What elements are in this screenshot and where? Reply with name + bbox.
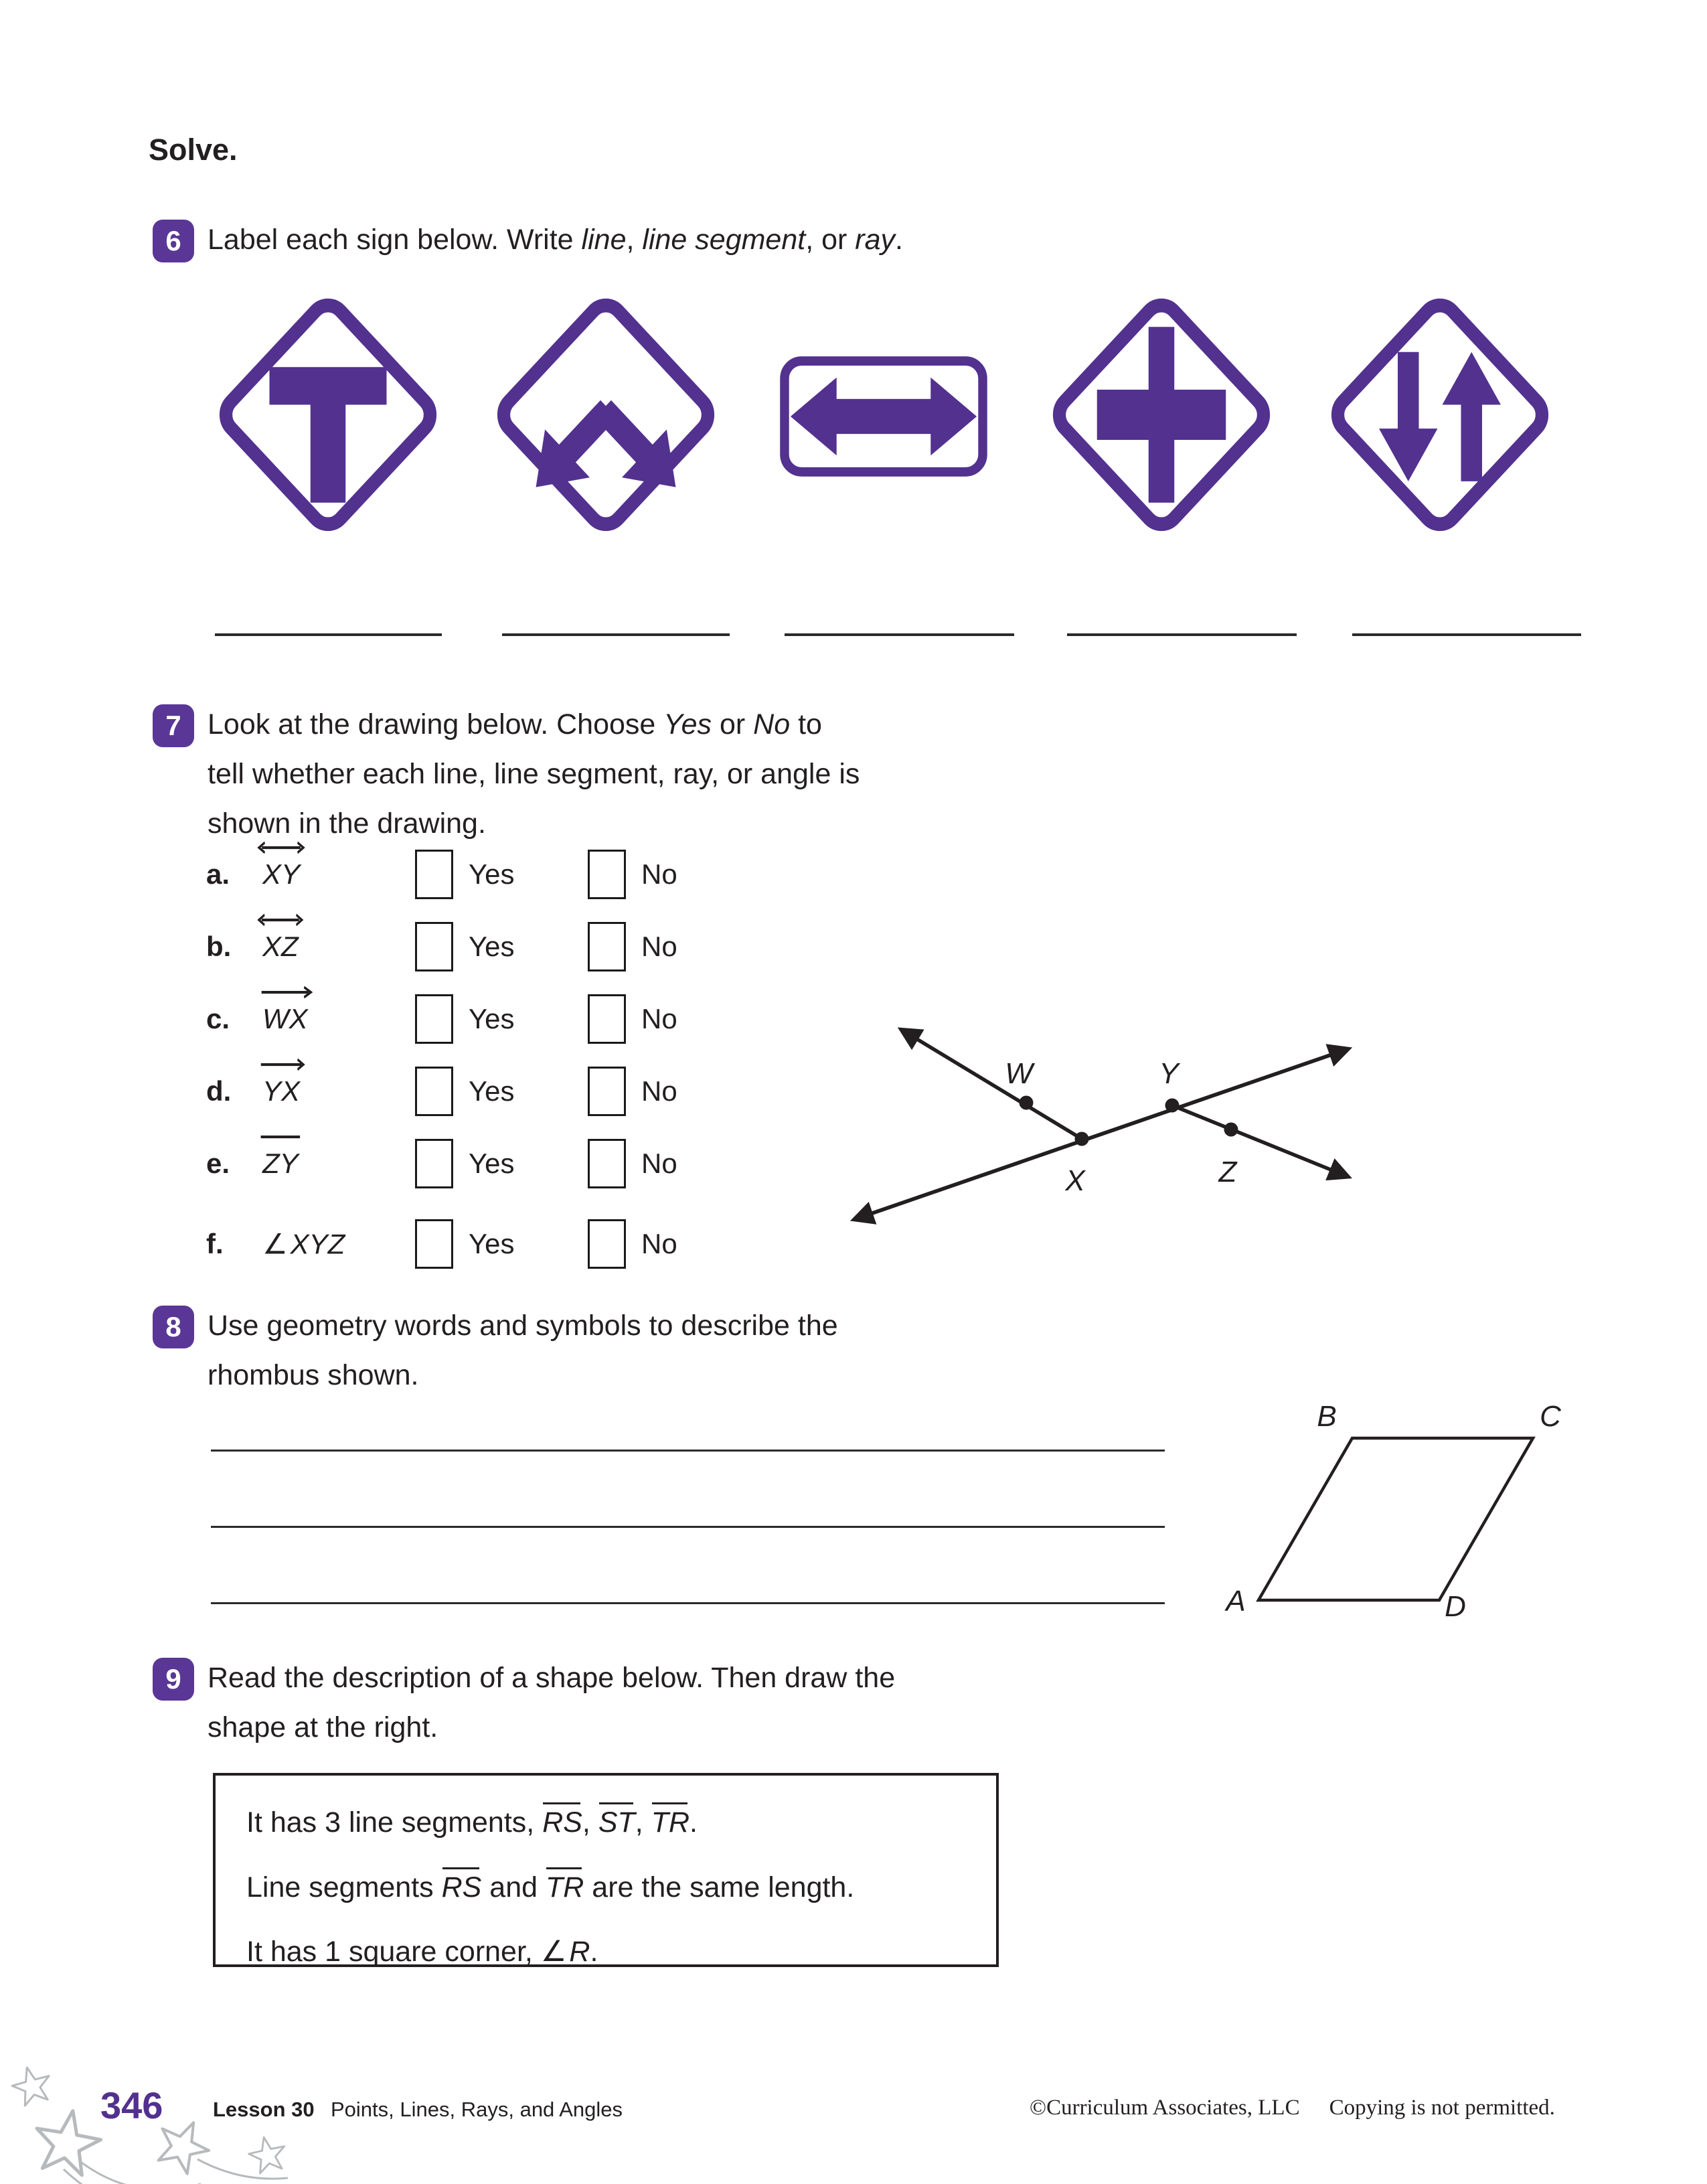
no-checkbox[interactable] [588, 994, 626, 1044]
item-letter: d. [206, 1075, 232, 1107]
q8-answer-line-1[interactable] [211, 1450, 1165, 1452]
label-d: D [1445, 1590, 1466, 1623]
copyright-text: ©Curriculum Associates, LLC [1030, 2096, 1300, 2120]
yes-label: Yes [469, 1228, 515, 1259]
item-notation-ray: WX [262, 1003, 308, 1035]
item-notation-line: XZ [262, 931, 299, 963]
q9-prompt-line-2: shape at the right. [208, 1711, 438, 1743]
q9-box-line-3: It has 1 square corner, ∠R. [246, 1935, 598, 1968]
q7-figure [837, 978, 1366, 1232]
no-checkbox[interactable] [588, 1067, 626, 1116]
yes-checkbox[interactable] [415, 850, 453, 899]
q7-prompt-line-3: shown in the drawing. [208, 807, 486, 840]
footer-lesson-title: Points, Lines, Rays, and Angles [331, 2098, 623, 2121]
q7-item-e [0, 1136, 736, 1192]
no-label: No [641, 1228, 677, 1259]
q9-prompt-line-1: Read the description of a shape below. Then draw the [208, 1662, 896, 1694]
q9-description-box [213, 1773, 999, 1967]
q8-answer-line-3[interactable] [211, 1602, 1165, 1604]
q7-item-c [0, 991, 736, 1047]
point-z [1224, 1123, 1238, 1137]
q7-item-d [0, 1063, 736, 1119]
yes-label: Yes [469, 858, 515, 890]
q7-item-b [0, 919, 736, 975]
q7-prompt-line-1: Look at the drawing below. Choose Yes or No to [208, 708, 822, 740]
page-number: 346 [100, 2084, 163, 2126]
label-a: A [1226, 1585, 1246, 1618]
no-label: No [641, 1075, 677, 1107]
item-notation-line: XY [262, 858, 300, 890]
q7-item-f [0, 1216, 736, 1272]
label-z: Z [1218, 1156, 1237, 1188]
no-checkbox[interactable] [588, 1139, 626, 1188]
q8-number-badge: 8 [153, 1306, 194, 1348]
q9-box-line-1: It has 3 line segments, RS, ST, TR. [246, 1806, 698, 1839]
q7-prompt-line-2: tell whether each line, line segment, ray, or angle is [208, 758, 860, 790]
no-label: No [641, 858, 677, 890]
yes-label: Yes [469, 1003, 515, 1034]
item-letter: a. [206, 858, 230, 890]
q6-prompt: Label each sign below. Write line, line segment, or ray. [208, 224, 903, 256]
q9-box-line-2: Line segments RS and TR are the same length. [246, 1871, 855, 1903]
item-letter: e. [206, 1148, 230, 1179]
no-label: No [641, 1148, 677, 1179]
no-label: No [641, 1003, 677, 1034]
item-letter: c. [206, 1003, 230, 1034]
label-c: C [1540, 1400, 1561, 1433]
solve-heading: Solve. [149, 133, 238, 167]
q8-answer-line-2[interactable] [211, 1526, 1165, 1528]
copying-text: Copying is not permitted. [1329, 2096, 1555, 2120]
yes-checkbox[interactable] [415, 1139, 453, 1188]
no-checkbox[interactable] [588, 1219, 626, 1269]
footer-copyright [1030, 2096, 1555, 2120]
q8-rhombus-figure [1205, 1393, 1580, 1634]
q8-prompt-line-2: rhombus shown. [208, 1359, 419, 1391]
q6-number-badge: 6 [153, 220, 194, 262]
point-w [1020, 1096, 1034, 1110]
q8-prompt-line-1: Use geometry words and symbols to describe the [208, 1310, 838, 1342]
label-x: X [1065, 1164, 1085, 1197]
no-checkbox[interactable] [588, 922, 626, 971]
point-y [1165, 1099, 1180, 1113]
no-label: No [641, 931, 677, 962]
label-y: Y [1159, 1057, 1179, 1090]
yes-checkbox[interactable] [415, 922, 453, 971]
yes-checkbox[interactable] [415, 1067, 453, 1116]
yes-checkbox[interactable] [415, 1219, 453, 1269]
item-notation-segment: ZY [262, 1148, 299, 1179]
footer-lesson-label: Lesson 30 [213, 2098, 315, 2121]
yes-checkbox[interactable] [415, 994, 453, 1044]
item-notation-ray: YX [262, 1075, 300, 1107]
q7-item-a [0, 846, 736, 903]
label-w: W [1005, 1057, 1033, 1090]
no-checkbox[interactable] [588, 850, 626, 899]
yes-label: Yes [469, 1075, 515, 1107]
q7-number-badge: 7 [153, 704, 194, 747]
item-letter: b. [206, 931, 232, 962]
label-b: B [1317, 1400, 1337, 1433]
q9-number-badge: 9 [153, 1658, 194, 1701]
item-letter: f. [206, 1228, 224, 1259]
yes-label: Yes [469, 1148, 515, 1179]
point-x [1075, 1132, 1089, 1146]
yes-label: Yes [469, 931, 515, 962]
item-notation-angle: ∠XYZ [262, 1227, 345, 1261]
